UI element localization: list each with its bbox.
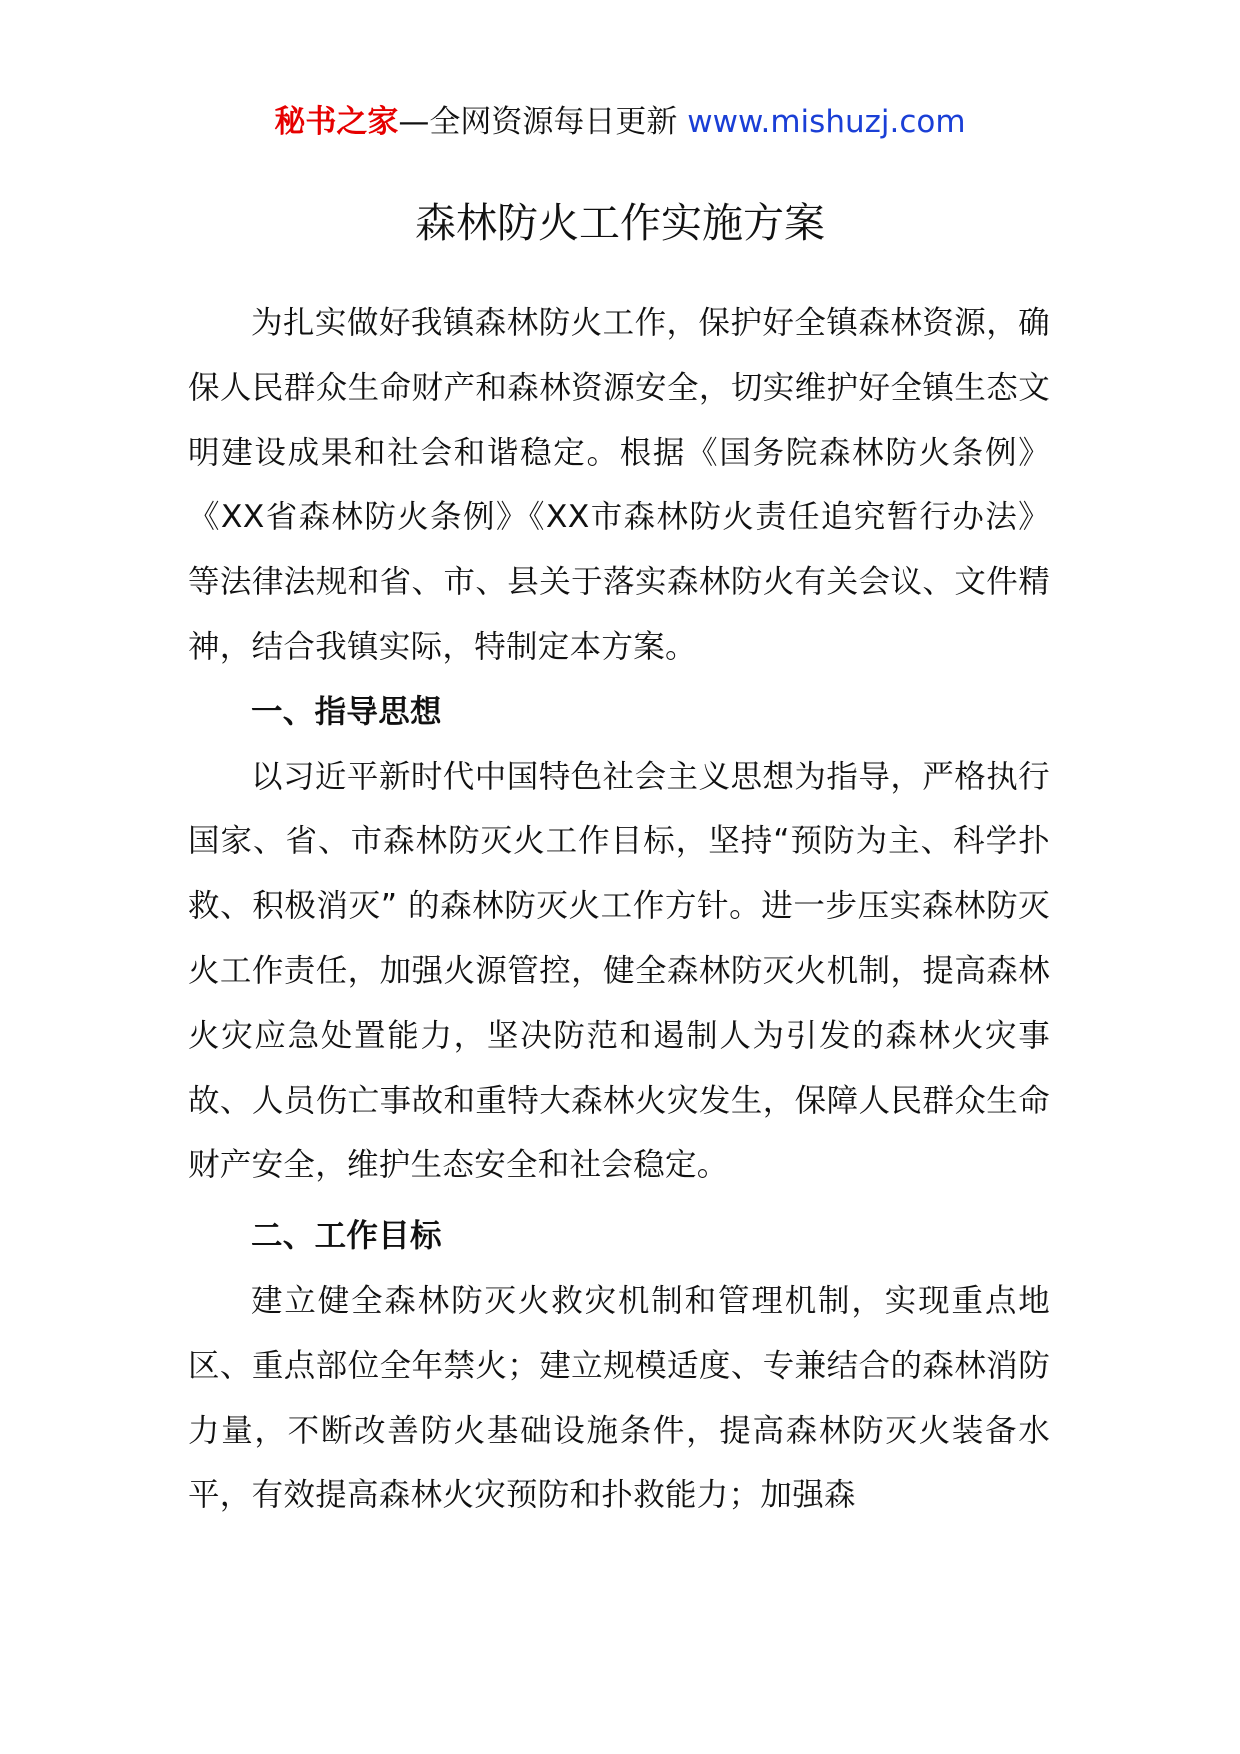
document-title: 森林防火工作实施方案 (415, 199, 825, 247)
site-tagline: —全网资源每日更新 (398, 104, 688, 140)
section-paragraph-work-goals: 建立健全森林防灭火救灾机制和管理机制，实现重点地区、重点部位全年禁火；建立规模适度、专兼结合的森林消防力量，不断改善防火基础设施条件，提高森林防灭火装备水平，有效提高森林火灾预防和扑救能力；加强森 (188, 1282, 1050, 1514)
section-paragraph-guiding-ideology: 以习近平新时代中国特色社会主义思想为指导，严格执行国家、省、市森林防灭火工作目标，坚持“预防为主、科学扑救、积极消灭” 的森林防灭火工作方针。进一步压实森林防灭火工作责任，加强火源管控，健全森林防灭火机制，提高森林火灾应急处置能力，坚决防范和遏制人为引发的森林火灾事故、人员伤亡事故和重特大森林火灾发生，保障人民群众生命财产安全，维护生态安全和社会稳定。 (188, 758, 1050, 1184)
section-heading-work-goals: 二、工作目标 (251, 1218, 442, 1255)
site-url-link[interactable]: www.mishuzj.com (687, 104, 966, 140)
site-name: 秘书之家 (274, 104, 399, 140)
section-heading-guiding-ideology: 一、指导思想 (251, 693, 442, 730)
site-header (0, 100, 1240, 144)
intro-paragraph: 为扎实做好我镇森林防火工作，保护好全镇森林资源，确保人民群众生命财产和森林资源安全，切实维护好全镇生态文明建设成果和社会和谐稳定。根据《国务院森林防火条例》《XX省森林防火条例》《XX市森林防火责任追究暂行办法》等法律法规和省、市、县关于落实森林防火有关会议、文件精神，结合我镇实际，特制定本方案。 (188, 305, 1050, 665)
document-body (188, 291, 1050, 1528)
